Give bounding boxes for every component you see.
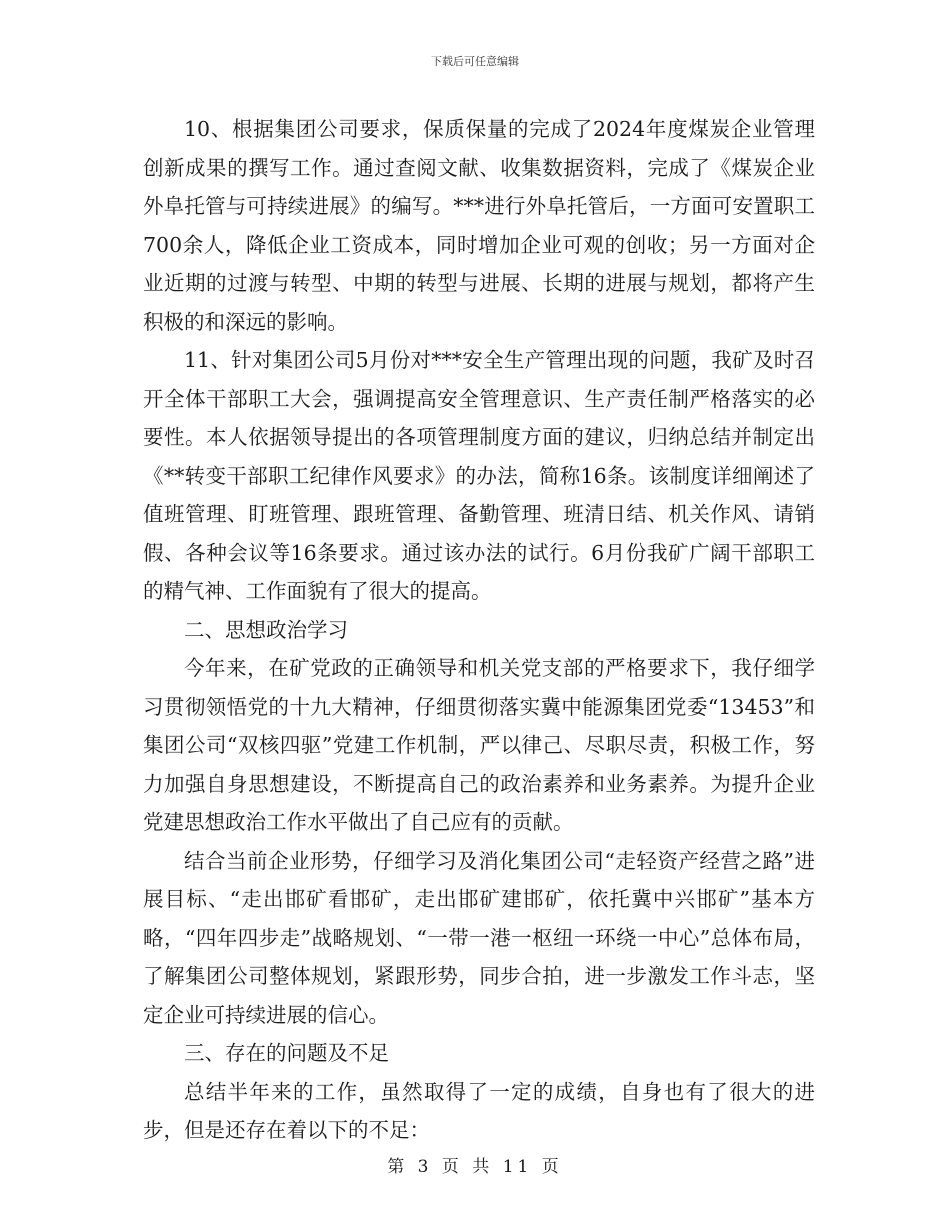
paragraph-problems-summary: 总结半年来的工作，虽然取得了一定的成绩，自身也有了很大的进步，但是还存在着以下的不足： bbox=[143, 1079, 815, 1142]
section-heading-problems: 三、存在的问题及不足 bbox=[184, 1041, 389, 1065]
page-number: 第 3 页 共 11 页 bbox=[387, 1157, 563, 1177]
paragraph-item-11: 11、针对集团公司5月份对***安全生产管理出现的问题，我矿及时召开全体干部职工大会，强调提高安全管理意识、生产责任制严格落实的必要性。本人依据领导提出的各项管理制度方面的建议，归纳总结并制定出《**转变干部职工纪律作风要求》的办法，简称16条。该制度详细阐述了值班管理、盯班管理、跟班管理、备勤管理、班清日结、机关作风、请销假、各种会议等16条要求。通过该办法的试行。6月份我矿广阔干部职工的精气神、工作面貌有了很大的提高。 bbox=[143, 348, 815, 603]
paragraph-enterprise-situation: 结合当前企业形势，仔细学习及消化集团公司“走轻资产经营之路”进展目标、“走出邯矿看邯矿，走出邯矿建邯矿，依托冀中兴邯矿”基本方略，“四年四步走”战略规划、“一带一港一枢纽一环绕一中心”总体布局，了解集团公司整体规划，紧跟形势，同步合拍，进一步激发工作斗志，坚定企业可持续进展的信心。 bbox=[143, 848, 815, 1027]
section-heading-political-study: 二、思想政治学习 bbox=[184, 617, 348, 642]
paragraph-item-10: 10、根据集团公司要求，保质保量的完成了2024年度煤炭企业管理创新成果的撰写工作。通过查阅文献、收集数据资料，完成了《煤炭企业外阜托管与可持续进展》的编写。***进行外阜托管后，一方面可安置职工700余人，降低企业工资成本，同时增加企业可观的创收；另一方面对企业近期的过渡与转型、中期的转型与进展、长期的进展与规划，都将产生积极的和深远的影响。 bbox=[143, 117, 815, 334]
page-header: 下载后可任意编辑 bbox=[431, 55, 519, 68]
paragraph-political-study: 今年来，在矿党政的正确领导和机关党支部的严格要求下，我仔细学习贯彻领悟党的十九大精神，仔细贯彻落实冀中能源集团党委“13453”和集团公司“双核四驱”党建工作机制，严以律己、尽职尽责，积极工作，努力加强自身思想建设，不断提高自己的政治素养和业务素养。为提升企业党建思想政治工作水平做出了自己应有的贡献。 bbox=[143, 656, 815, 834]
document-body bbox=[143, 110, 815, 1150]
